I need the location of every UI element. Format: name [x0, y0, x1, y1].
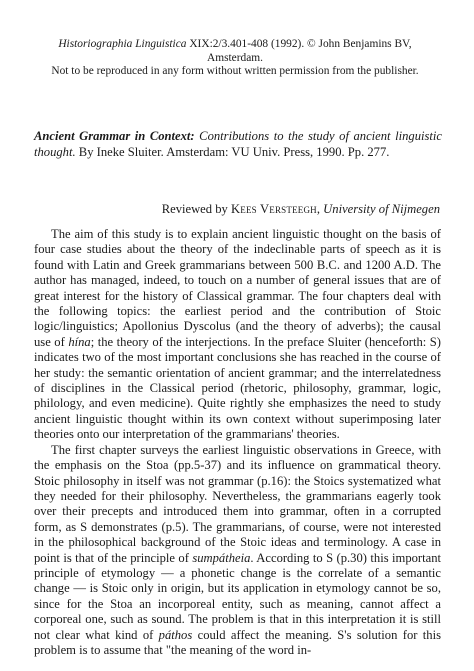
citation-line [30, 38, 440, 65]
rights-notice: Not to be reproduced in any form without written permission from the publisher. [51, 65, 419, 78]
journal-header [30, 38, 440, 79]
book-subtitle: Contributions to the study of ancient linguistic thought. [34, 129, 442, 159]
paragraph-2-text-a: The first chapter surveys the earliest linguistic observations in Greece, with the emphasis on the Stoa (pp.5-37) and its influence on grammatical theory. Stoic philosophy in itself was not grammar (p.16): the Stoics systematized what they needed for their philosophy. Nevertheless, the grammarians eagerly took over their precepts and introduced them into grammar, often in a corrupted form, as S demonstrates (p.5). The grammarians, of course, were not interested in the philosophical background of the Stoic ideas and terminology. A case in point is that of the principle of [34, 442, 441, 565]
paragraph-2 [34, 443, 441, 659]
citation-details: XIX:2/3.401-408 (1992). © John Benjamins BV, Amsterdam. [186, 38, 412, 64]
term-pathos: páthos [158, 627, 193, 642]
reviewer-separator: , [316, 202, 324, 216]
paragraph-1-text-b: ; the theory of the interjections. In the preface Sluiter (henceforth: S) indicates two of the most important conclusions she has reached in the course of her study: the semantic orientation of ancient grammar; and the interrelatedness of disciplines in the Classical period (rhetoric, philosophy, grammar, logic, philology, and even medicine). Quite rightly she emphasizes the need to study ancient linguistic thought within its own context without superimposing later theories onto our interpretation of the grammarians' theories. [34, 334, 442, 442]
term-sympatheia: sumpátheia [192, 550, 251, 565]
reviewer-prefix: Reviewed by [161, 202, 231, 216]
book-title: Ancient Grammar in Context: [34, 129, 195, 143]
reviewer-affiliation: University of Nijmegen [323, 202, 440, 216]
paragraph-1 [34, 227, 441, 443]
book-details: By Ineke Sluiter. Amsterdam: VU Univ. Press, 1990. Pp. 277. [75, 145, 390, 159]
review-body [34, 227, 441, 658]
reviewed-book-citation [34, 128, 442, 160]
paragraph-2-text-c: could affect the meaning. S's solution for this problem is to assume that "the meaning of the word in- [34, 627, 441, 657]
reviewer-line [34, 201, 440, 217]
term-hina: hína [68, 334, 91, 349]
paragraph-2-text-b: . According to S (p.30) this important principle of etymology — a phonetic change is the correlate of a semantic change — is Stoic only in origin, but its application in etymology cannot be so, since for the Stoa an incorporeal entity, such as meaning, cannot affect a corporeal one, such as sound. The problem is that in this interpretation it is still not clear what kind of [34, 550, 441, 642]
journal-name: Historiographia Linguistica [58, 38, 187, 50]
paragraph-1-text-a: The aim of this study is to explain ancient linguistic thought on the basis of four case studies about the theory of the indeclinable parts of speech as it is found with Latin and Greek grammarians between 500 B.C. and 1200 A.D. The author has managed, indeed, to touch on a number of general issues that are of great interest for the history of Classical grammar. The four chapters deal with the following topics: the earliest period and the contribution of Stoic logic/linguistics; Apollonius Dyscolus (and the theory of adverbs); the causal use of [34, 227, 441, 349]
reviewer-name: Kees Versteegh [230, 202, 317, 216]
